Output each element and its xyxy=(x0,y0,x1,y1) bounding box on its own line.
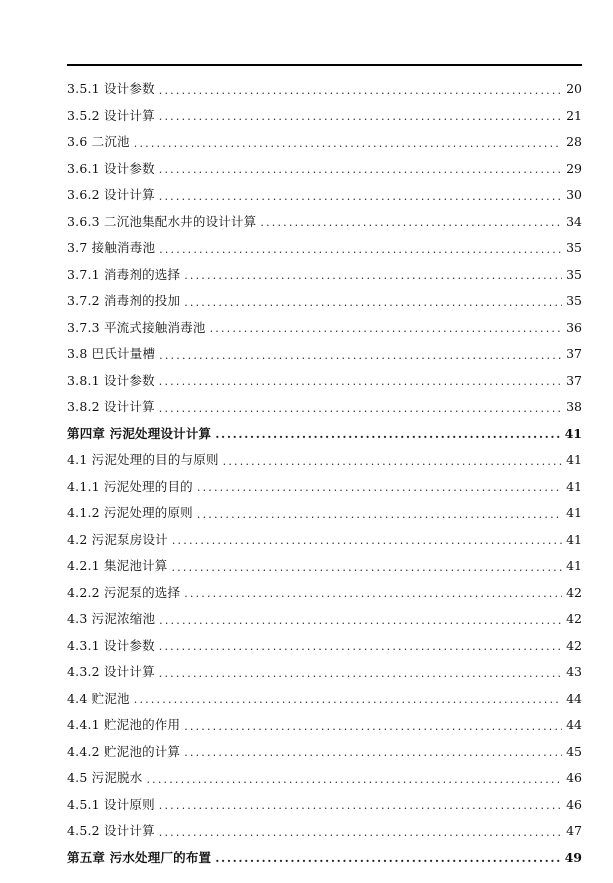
dot-leader xyxy=(172,535,562,546)
toc-entry-title: 4.4.1 贮泥池的作用 xyxy=(67,717,181,732)
dot-leader xyxy=(159,350,562,361)
dot-leader xyxy=(197,482,562,493)
toc-entry-page: 29 xyxy=(566,160,582,176)
toc-entry-page: 43 xyxy=(566,664,582,679)
toc-entry-page: 46 xyxy=(566,770,582,785)
dot-leader xyxy=(159,85,562,96)
toc-entry[interactable] xyxy=(67,705,582,732)
toc-entry-page: 45 xyxy=(566,743,582,759)
toc-entry-page: 35 xyxy=(566,240,582,255)
toc-entry-page: 42 xyxy=(566,584,582,600)
toc-entry[interactable] xyxy=(67,652,582,679)
dot-leader xyxy=(159,111,562,122)
dot-leader xyxy=(159,827,562,838)
dot-leader xyxy=(260,217,562,228)
toc-entry-page: 20 xyxy=(566,81,582,96)
toc-entry-title: 4.1.1 污泥处理的目的 xyxy=(67,478,193,494)
toc-entry-page: 28 xyxy=(566,134,582,149)
toc-entry-title: 4.3 污泥浓缩池 xyxy=(67,611,156,626)
dot-leader xyxy=(159,191,562,202)
toc-entry[interactable] xyxy=(67,96,582,123)
toc-entry[interactable] xyxy=(67,785,582,812)
toc-entry-title: 4.5 污泥脱水 xyxy=(67,770,143,785)
toc-entry[interactable] xyxy=(67,679,582,706)
dot-leader xyxy=(171,562,562,573)
toc-entry[interactable] xyxy=(67,202,582,229)
toc-entry-title: 4.3.2 设计计算 xyxy=(67,664,155,679)
toc-chapter-title: 第五章 污水处理厂的布置 xyxy=(67,849,212,865)
toc-entry-title: 4.5.2 设计计算 xyxy=(67,823,155,838)
toc-entry-page: 38 xyxy=(566,399,582,414)
toc-entry-title: 3.8.1 设计参数 xyxy=(67,372,155,388)
toc-entry[interactable] xyxy=(67,361,582,388)
toc-entry-page: 44 xyxy=(566,717,582,732)
toc-entry-page: 41 xyxy=(564,425,582,441)
toc-entry-title: 3.6.1 设计参数 xyxy=(67,160,155,176)
dot-leader xyxy=(134,138,562,149)
toc-entry-page: 44 xyxy=(566,690,582,706)
dot-leader xyxy=(210,323,562,334)
dot-leader xyxy=(184,588,562,599)
dot-leader xyxy=(215,428,560,440)
toc-entry-title: 3.7.3 平流式接触消毒池 xyxy=(67,319,206,335)
dot-leader xyxy=(184,721,562,732)
dot-leader xyxy=(184,297,562,308)
toc-entry-title: 3.7 接触消毒池 xyxy=(67,240,156,255)
dot-leader xyxy=(159,376,562,387)
dot-leader xyxy=(146,774,562,785)
toc-entry-page: 47 xyxy=(566,823,582,838)
toc-chapter-entry[interactable] xyxy=(67,414,582,441)
toc-entry[interactable] xyxy=(67,520,582,547)
toc-entry[interactable] xyxy=(67,122,582,149)
toc-entry[interactable] xyxy=(67,334,582,361)
header-rule xyxy=(67,64,582,66)
toc-entry-page: 42 xyxy=(566,637,582,653)
toc-entry-page: 37 xyxy=(566,372,582,388)
toc-entry-page: 34 xyxy=(566,213,582,229)
toc-entry-page: 41 xyxy=(566,452,582,467)
toc-entry[interactable] xyxy=(67,811,582,838)
dot-leader xyxy=(159,403,562,414)
toc-entry-page: 46 xyxy=(566,796,582,812)
toc-entry-page: 41 xyxy=(566,558,582,573)
toc-entry-title: 4.3.1 设计参数 xyxy=(67,637,155,653)
toc-entry-page: 41 xyxy=(566,505,582,520)
toc-entry-title: 3.7.2 消毒剂的投加 xyxy=(67,293,181,308)
dot-leader xyxy=(159,641,562,652)
dot-leader xyxy=(223,456,562,467)
toc-entry-title: 3.6.3 二沉池集配水井的设计计算 xyxy=(67,213,257,229)
toc-entry-page: 35 xyxy=(566,293,582,308)
toc-entry[interactable] xyxy=(67,308,582,335)
toc-entry-title: 3.8.2 设计计算 xyxy=(67,399,155,414)
toc-entry[interactable] xyxy=(67,546,582,573)
dot-leader xyxy=(134,694,562,705)
toc-entry-title: 4.2 污泥泵房设计 xyxy=(67,531,168,547)
dot-leader xyxy=(184,270,562,281)
toc-entry-title: 3.5.2 设计计算 xyxy=(67,107,155,123)
toc-entry[interactable] xyxy=(67,149,582,176)
dot-leader xyxy=(215,852,560,864)
toc-entry-page: 42 xyxy=(566,611,582,626)
dot-leader xyxy=(159,244,562,255)
toc-entry-title: 4.1.2 污泥处理的原则 xyxy=(67,505,193,520)
dot-leader xyxy=(159,668,562,679)
toc-entry[interactable] xyxy=(67,758,582,785)
dot-leader xyxy=(184,747,562,758)
toc-entry-page: 36 xyxy=(566,319,582,335)
toc-entry[interactable] xyxy=(67,493,582,520)
toc-entry[interactable] xyxy=(67,387,582,414)
toc-entry[interactable] xyxy=(67,626,582,653)
toc-entry-title: 4.4 贮泥池 xyxy=(67,690,130,706)
dot-leader xyxy=(159,800,562,811)
toc-chapter-entry[interactable] xyxy=(67,838,582,865)
toc-entry-page: 49 xyxy=(564,849,582,865)
toc-entry[interactable] xyxy=(67,599,582,626)
toc-entry-page: 30 xyxy=(566,187,582,202)
table-of-contents xyxy=(67,69,582,864)
toc-entry[interactable] xyxy=(67,467,582,494)
toc-chapter-title: 第四章 污泥处理设计计算 xyxy=(67,425,212,441)
toc-entry-title: 4.5.1 设计原则 xyxy=(67,796,155,812)
toc-entry[interactable] xyxy=(67,255,582,282)
dot-leader xyxy=(159,615,562,626)
toc-entry[interactable] xyxy=(67,281,582,308)
toc-entry-page: 41 xyxy=(566,531,582,547)
toc-entry[interactable] xyxy=(67,228,582,255)
toc-entry[interactable] xyxy=(67,440,582,467)
toc-entry-title: 3.8 巴氏计量槽 xyxy=(67,346,156,361)
toc-entry-title: 4.2.2 污泥泵的选择 xyxy=(67,584,181,600)
dot-leader xyxy=(197,509,562,520)
toc-entry-title: 3.7.1 消毒剂的选择 xyxy=(67,266,181,282)
toc-entry-title: 4.1 污泥处理的目的与原则 xyxy=(67,452,219,467)
toc-entry-title: 3.6.2 设计计算 xyxy=(67,187,155,202)
toc-entry-page: 21 xyxy=(566,107,582,123)
toc-entry[interactable] xyxy=(67,732,582,759)
toc-entry-title: 3.6 二沉池 xyxy=(67,134,130,149)
dot-leader xyxy=(159,164,562,175)
toc-entry[interactable] xyxy=(67,175,582,202)
toc-entry-page: 35 xyxy=(566,266,582,282)
toc-entry-title: 4.2.1 集泥池计算 xyxy=(67,558,168,573)
toc-entry-title: 4.4.2 贮泥池的计算 xyxy=(67,743,181,759)
toc-entry-title: 3.5.1 设计参数 xyxy=(67,81,155,96)
toc-entry-page: 37 xyxy=(566,346,582,361)
toc-entry-page: 41 xyxy=(566,478,582,494)
toc-entry[interactable] xyxy=(67,573,582,600)
toc-entry[interactable] xyxy=(67,69,582,96)
